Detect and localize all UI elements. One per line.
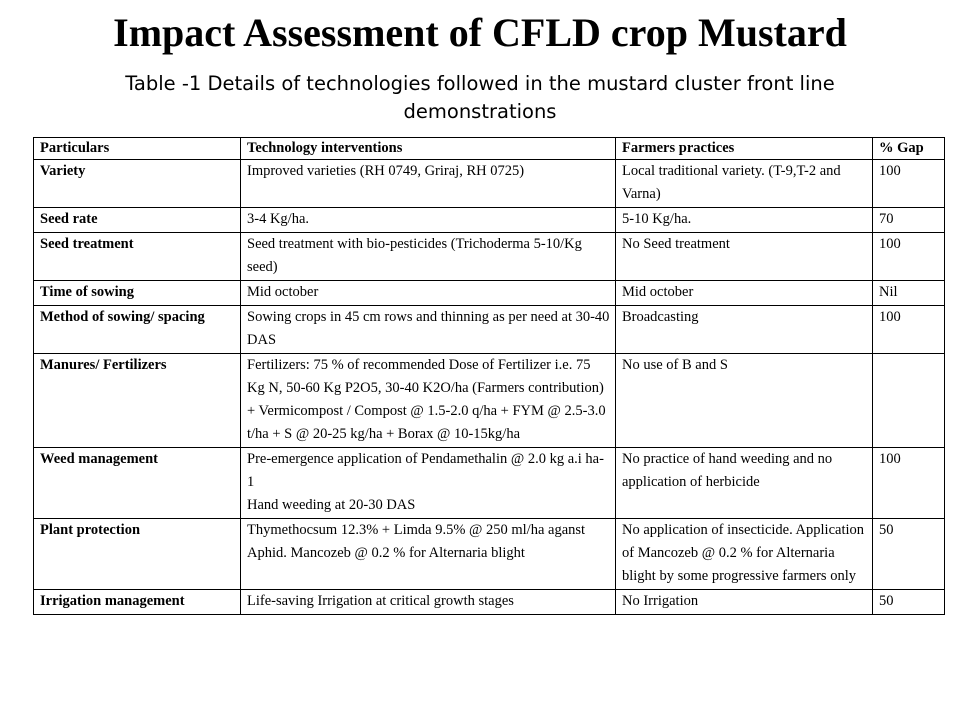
row-particular: Time of sowing [34,281,241,306]
table-row [34,448,945,519]
row-farmers-practice: No Seed treatment [616,233,873,281]
row-technology: 3-4 Kg/ha. [241,208,616,233]
row-gap: 50 [873,590,945,615]
row-gap: 100 [873,306,945,354]
row-farmers-practice: No Irrigation [616,590,873,615]
header-technology-interventions: Technology interventions [241,138,616,160]
row-farmers-practice: Broadcasting [616,306,873,354]
table-row [34,208,945,233]
row-technology: Mid october [241,281,616,306]
table-row [34,354,945,448]
row-particular: Manures/ Fertilizers [34,354,241,448]
row-particular: Method of sowing/ spacing [34,306,241,354]
row-particular: Weed management [34,448,241,519]
row-farmers-practice: Local traditional variety. (T-9,T-2 and Varna) [616,160,873,208]
table-row [34,519,945,590]
row-farmers-practice: No application of insecticide. Application of Mancozeb @ 0.2 % for Alternaria blight by some progressive farmers only [616,519,873,590]
table-row [34,281,945,306]
row-technology: Seed treatment with bio-pesticides (Trichoderma 5-10/Kg seed) [241,233,616,281]
row-farmers-practice: No practice of hand weeding and no application of herbicide [616,448,873,519]
row-gap [873,354,945,448]
row-particular: Plant protection [34,519,241,590]
row-particular: Seed treatment [34,233,241,281]
technology-table [33,137,945,615]
table-caption: Table -1 Details of technologies followed in the mustard cluster front line demonstrations [125,72,835,123]
row-gap: 100 [873,160,945,208]
row-farmers-practice: 5-10 Kg/ha. [616,208,873,233]
table-row [34,160,945,208]
row-technology: Thymethocsum 12.3% + Limda 9.5% @ 250 ml/ha aganst Aphid. Mancozeb @ 0.2 % for Alternaria blight [241,519,616,590]
table-row [34,306,945,354]
row-gap: 50 [873,519,945,590]
technology-line: Hand weeding at 20-30 DAS [247,497,416,513]
row-technology: Life-saving Irrigation at critical growth stages [241,590,616,615]
row-particular: Seed rate [34,208,241,233]
header-percent-gap: % Gap [873,138,945,160]
row-technology: Fertilizers: 75 % of recommended Dose of Fertilizer i.e. 75 Kg N, 50-60 Kg P2O5, 30-40 K2O/ha (Farmers contribution) + Vermicompost / Compost @ 1.5-2.0 q/ha + FYM @ 2.5-3.0 t/ha + S @ 20-25 kg/ha + Borax @ 10-15kg/ha [241,354,616,448]
row-farmers-practice: Mid october [616,281,873,306]
row-gap: Nil [873,281,945,306]
row-gap: 100 [873,448,945,519]
row-gap: 70 [873,208,945,233]
header-particulars: Particulars [34,138,241,160]
slide-title: Impact Assessment of CFLD crop Mustard [113,10,847,55]
table-header-row [34,138,945,160]
technology-line: Pre-emergence application of Pendamethalin @ 2.0 kg a.i ha-1 [247,451,604,490]
row-particular: Irrigation management [34,590,241,615]
header-farmers-practices: Farmers practices [616,138,873,160]
row-technology: Sowing crops in 45 cm rows and thinning as per need at 30-40 DAS [241,306,616,354]
row-technology [241,448,616,519]
row-farmers-practice: No use of B and S [616,354,873,448]
row-technology: Improved varieties (RH 0749, Griraj, RH 0725) [241,160,616,208]
row-gap: 100 [873,233,945,281]
table-row [34,233,945,281]
row-particular: Variety [34,160,241,208]
table-row [34,590,945,615]
